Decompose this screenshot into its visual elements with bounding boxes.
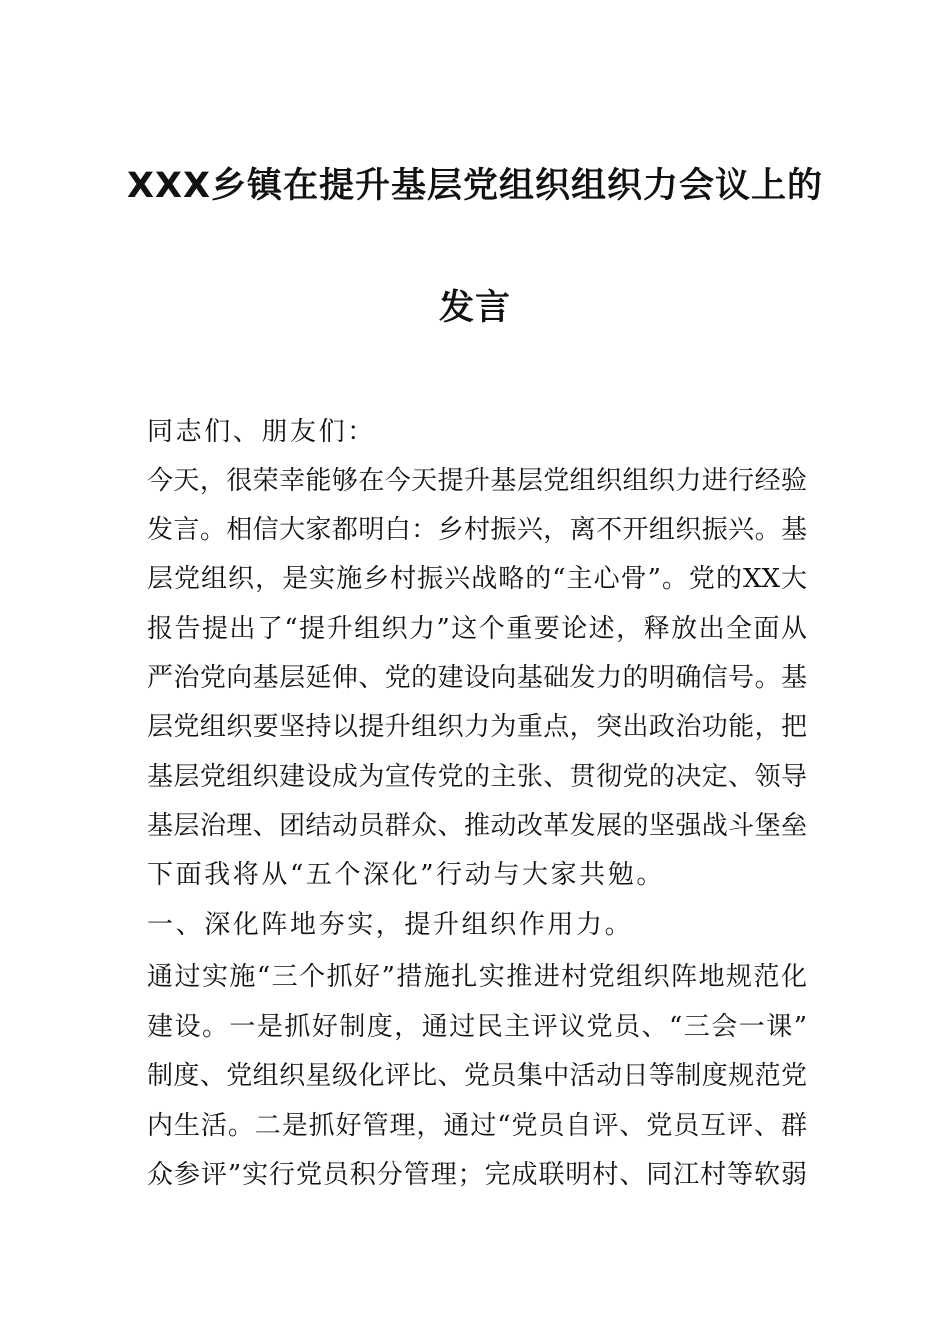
body-text-line: 通过实施“三个抓好”措施扎实推进村党组织阵地规范化: [147, 962, 807, 992]
salutation-line: 同志们、朋友们：: [147, 417, 376, 447]
body-text-line: 发言。相信大家都明白：乡村振兴，离不开组织振兴。基: [147, 515, 807, 545]
body-text-line: 建设。一是抓好制度，通过民主评议党员、“三会一课”: [147, 1012, 807, 1042]
document-title-line-1: XXX乡镇在提升基层党组织组织力会议上的: [127, 166, 823, 206]
body-text-line: 众参评”实行党员积分管理；完成联明村、同江村等软弱: [147, 1160, 807, 1190]
body-text-line: 报告提出了“提升组织力”这个重要论述，释放出全面从: [147, 614, 807, 644]
body-text-line: 内生活。二是抓好管理，通过“党员自评、党员互评、群: [147, 1111, 807, 1141]
document-title-line-2: 发言: [438, 288, 511, 328]
body-text-line: 制度、党组织星级化评比、党员集中活动日等制度规范党: [147, 1061, 807, 1091]
body-text-line: 今天，很荣幸能够在今天提升基层党组织组织力进行经验: [147, 466, 807, 496]
body-text-line: 基层党组织建设成为宣传党的主张、贯彻党的决定、领导: [147, 762, 807, 792]
body-text-line: 基层治理、团结动员群众、推动改革发展的坚强战斗堡垒: [147, 811, 807, 841]
section-heading: 一、深化阵地夯实，提升组织作用力。: [147, 910, 634, 940]
body-text-line: 层党组织要坚持以提升组织力为重点，突出政治功能，把: [147, 712, 807, 742]
body-text-line: 层党组织，是实施乡村振兴战略的“主心骨”。党的XX大: [147, 564, 807, 594]
body-text-line: 严治党向基层延伸、党的建设向基础发力的明确信号。基: [147, 663, 807, 693]
body-text-line: 下面我将从“五个深化”行动与大家共勉。: [147, 860, 665, 890]
